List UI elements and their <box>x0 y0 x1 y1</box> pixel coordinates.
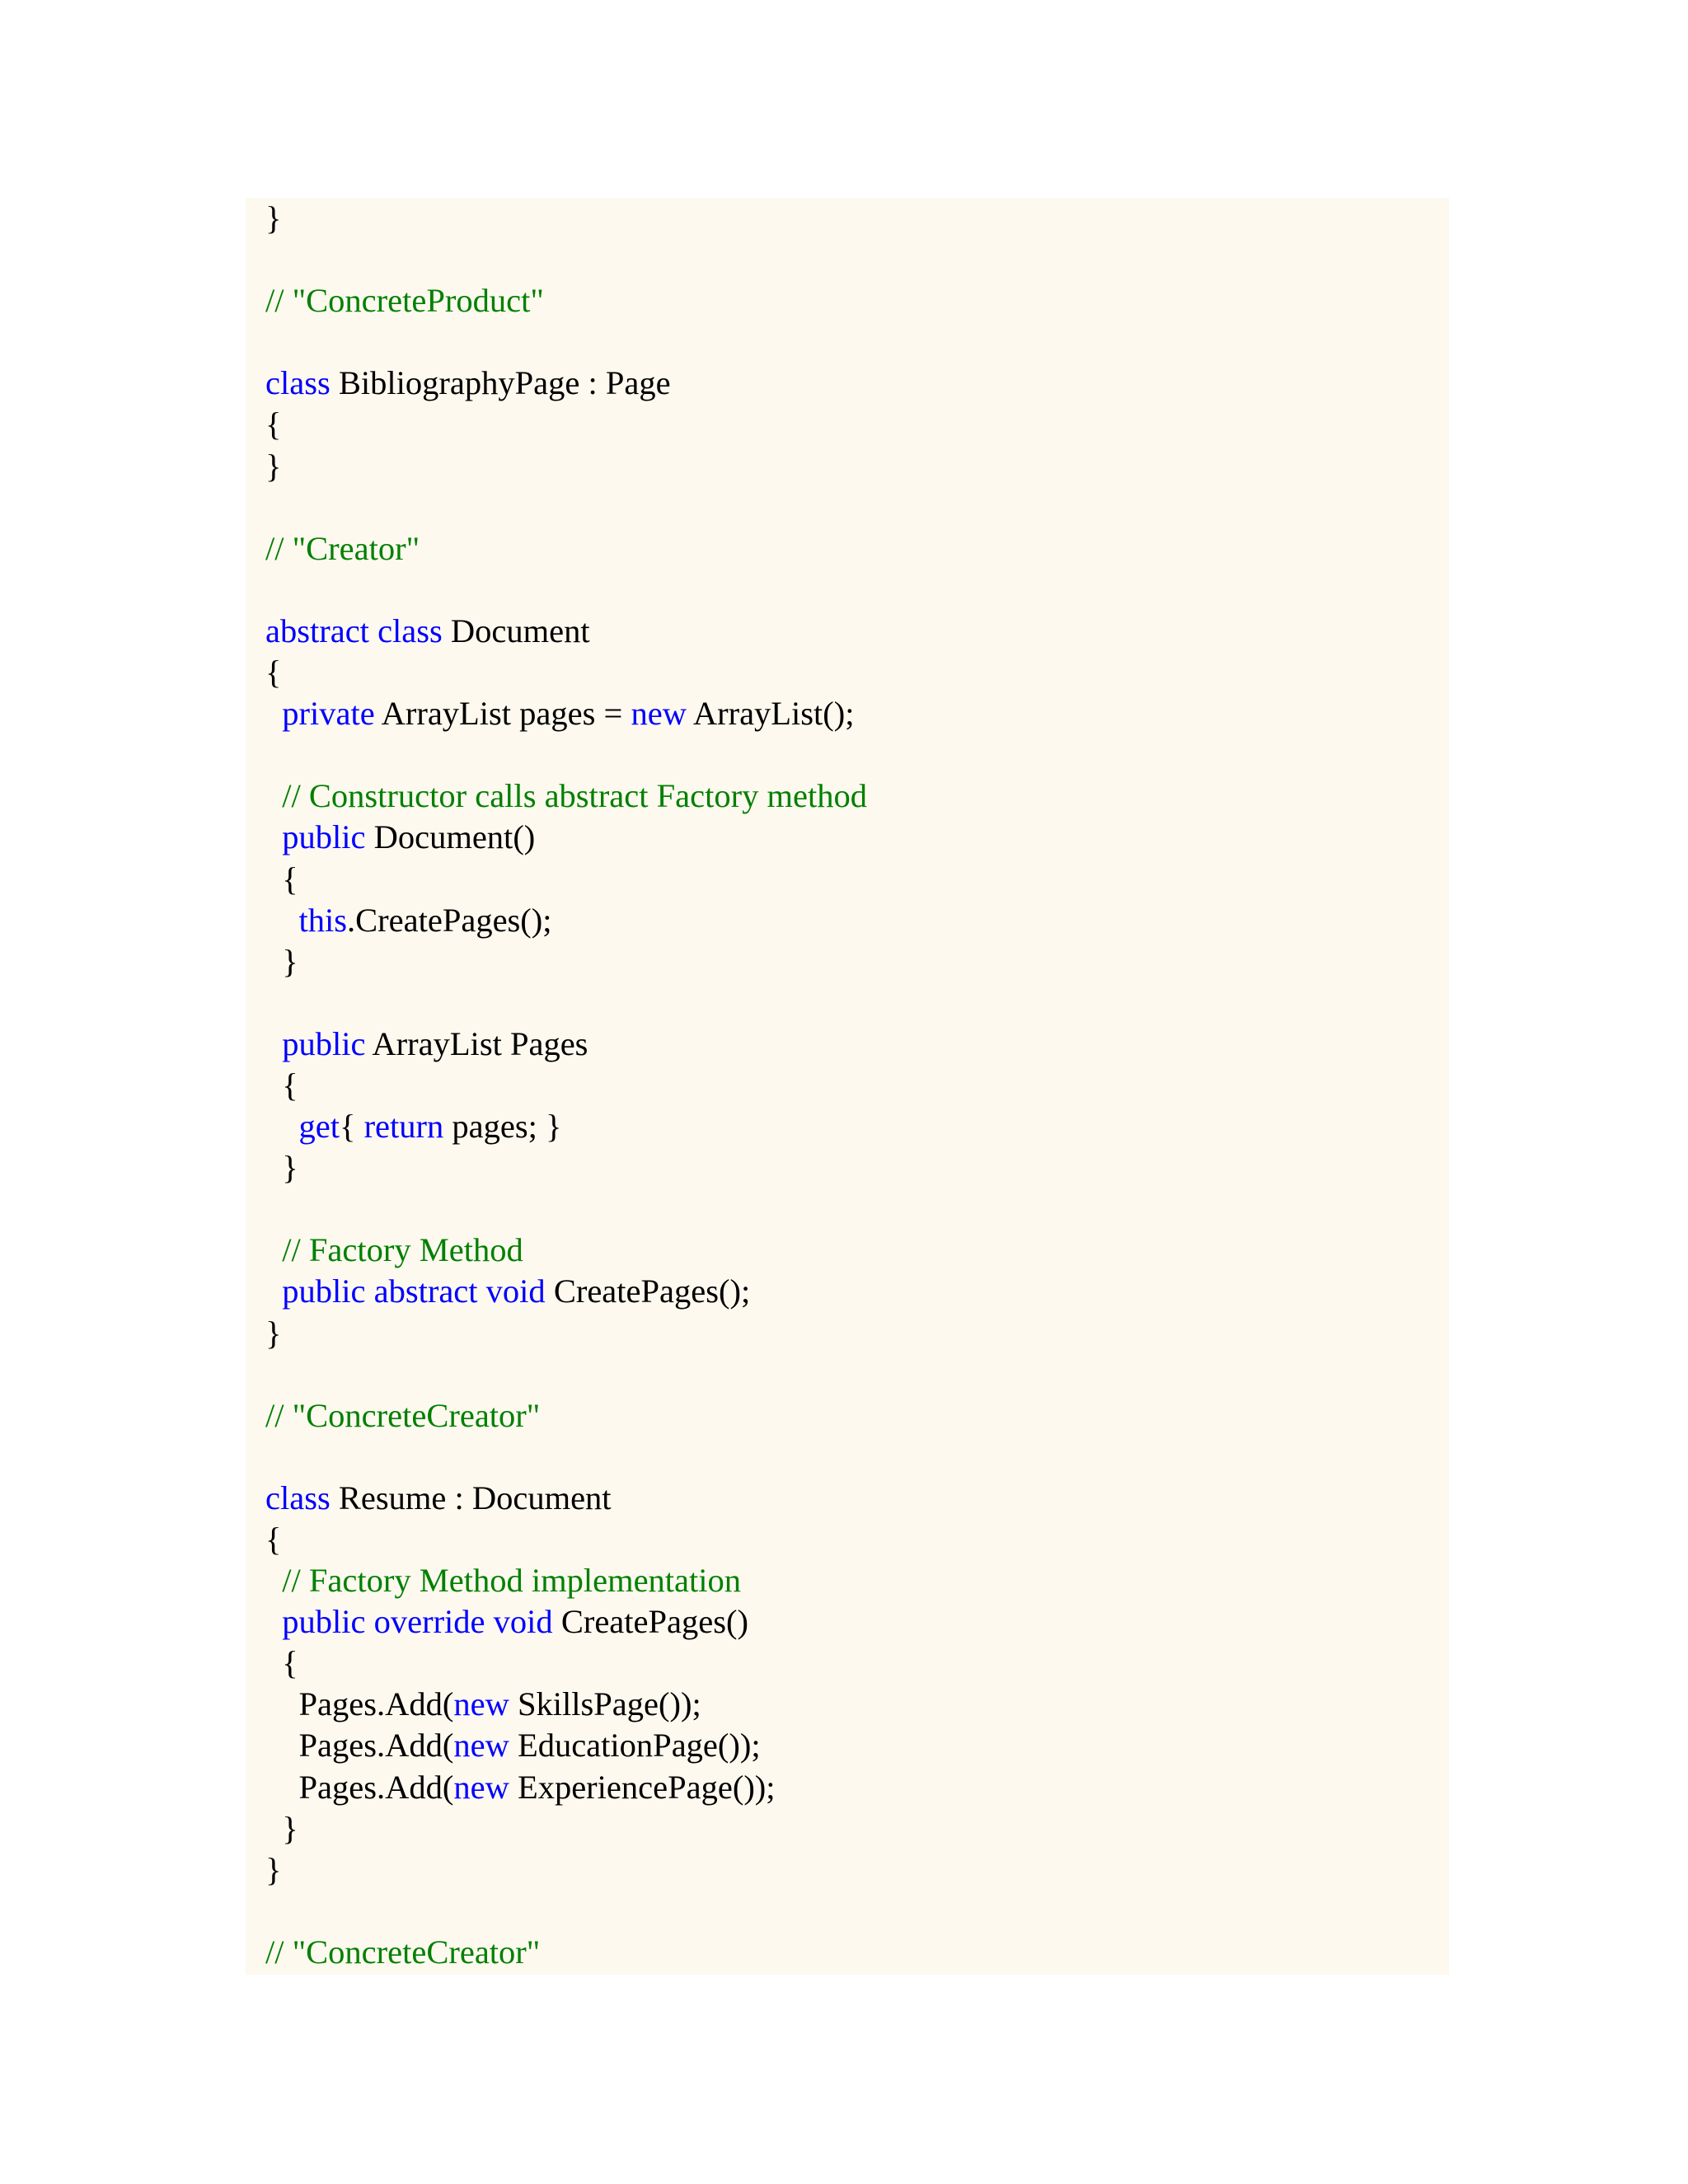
keyword-token: class <box>377 612 443 649</box>
code-line <box>265 1478 867 1519</box>
keyword-token: void <box>485 1272 546 1310</box>
comment-token: // "ConcreteProduct" <box>265 282 544 320</box>
comment-token: // Constructor calls abstract Factory method <box>282 777 867 815</box>
keyword-token: public <box>282 818 366 856</box>
keyword-token: class <box>265 364 331 402</box>
code-token: CreatePages() <box>552 1603 748 1641</box>
code-token: SkillsPage()); <box>509 1685 701 1723</box>
keyword-token: new <box>631 695 687 733</box>
code-line <box>265 404 867 445</box>
code-line <box>265 239 867 280</box>
code-token: Pages.Add( <box>265 1768 454 1806</box>
code-line <box>265 1767 867 1808</box>
code-token: Resume : Document <box>330 1479 612 1516</box>
code-line <box>265 1271 867 1312</box>
code-line <box>265 900 867 941</box>
keyword-token: new <box>453 1727 509 1765</box>
code-line <box>265 1560 867 1601</box>
code-token: } <box>265 1850 282 1888</box>
code-token: { <box>265 1644 298 1682</box>
keyword-token: class <box>265 1479 331 1516</box>
code-token: pages; } <box>443 1108 562 1146</box>
code-token: } <box>265 1809 298 1847</box>
code-line <box>265 1643 867 1684</box>
code-token: { <box>265 1066 298 1104</box>
code-token: EducationPage()); <box>509 1727 761 1765</box>
keyword-token: void <box>493 1603 553 1641</box>
comment-token: // "ConcreteCreator" <box>265 1396 541 1434</box>
code-line <box>265 1188 867 1230</box>
keyword-token: new <box>453 1768 509 1806</box>
keyword-token: abstract <box>373 1272 478 1310</box>
code-line <box>265 1684 867 1725</box>
keyword-token: public <box>282 1603 366 1641</box>
code-token: Pages.Add( <box>265 1727 454 1765</box>
keyword-token: return <box>363 1108 444 1146</box>
code-token <box>365 1601 373 1643</box>
code-line <box>265 652 867 693</box>
code-line <box>265 1065 867 1106</box>
code-line <box>265 1024 867 1065</box>
code-line <box>265 280 867 321</box>
code-line <box>265 198 867 239</box>
keyword-token: public <box>282 1024 366 1062</box>
code-token: } <box>265 1149 298 1187</box>
code-token: ArrayList(); <box>686 695 855 733</box>
code-token <box>478 1271 486 1312</box>
code-line <box>265 1354 867 1395</box>
code-token <box>265 1106 299 1147</box>
code-line <box>265 611 867 652</box>
keyword-token: new <box>453 1685 509 1723</box>
code-token <box>265 1560 282 1601</box>
code-line <box>265 817 867 858</box>
code-line <box>265 321 867 363</box>
code-token: CreatePages(); <box>545 1272 751 1310</box>
code-token <box>265 900 299 941</box>
code-token <box>265 1271 282 1312</box>
code-line <box>265 487 867 528</box>
code-line <box>265 1891 867 1932</box>
code-line <box>265 528 867 569</box>
code-token: { <box>265 405 282 443</box>
code-token: Pages.Add( <box>265 1685 454 1723</box>
comment-token: // "ConcreteCreator" <box>265 1933 541 1971</box>
code-token: { <box>265 654 282 691</box>
keyword-token: public <box>282 1272 366 1310</box>
code-line <box>265 1808 867 1849</box>
comment-token: // Factory Method implementation <box>282 1562 742 1600</box>
comment-token: // "Creator" <box>265 529 420 567</box>
code-token: ArrayList pages = <box>374 695 631 733</box>
code-token: BibliographyPage : Page <box>330 364 671 402</box>
code-line <box>265 1106 867 1147</box>
code-line <box>265 1601 867 1643</box>
code-token <box>265 776 282 817</box>
keyword-token: override <box>373 1603 485 1641</box>
code-line <box>265 941 867 982</box>
code-token <box>265 1230 282 1271</box>
code-token <box>265 1601 282 1643</box>
code-line <box>265 1725 867 1766</box>
keyword-token: this <box>298 901 348 939</box>
code-line <box>265 446 867 487</box>
code-token: { <box>265 860 298 898</box>
code-line <box>265 1313 867 1354</box>
code-token <box>369 611 377 652</box>
code-line <box>265 734 867 776</box>
code-line <box>265 1230 867 1271</box>
code-token <box>265 693 282 734</box>
code-token: ArrayList Pages <box>365 1024 588 1062</box>
code-token <box>265 817 282 858</box>
code-token: Document <box>442 612 590 649</box>
code-token: .CreatePages(); <box>347 901 552 939</box>
comment-token: // Factory Method <box>282 1231 523 1269</box>
code-token: } <box>265 199 282 237</box>
keyword-token: private <box>282 695 375 733</box>
code-line <box>265 693 867 734</box>
code-line <box>265 1932 867 1973</box>
code-token: { <box>265 1521 282 1558</box>
code-line <box>265 859 867 900</box>
code-block <box>265 198 867 1973</box>
code-line <box>265 1849 867 1891</box>
code-line <box>265 363 867 404</box>
code-token: { <box>339 1108 364 1146</box>
code-line <box>265 776 867 817</box>
code-line <box>265 1395 867 1436</box>
code-token <box>485 1601 494 1643</box>
keyword-token: get <box>298 1108 340 1146</box>
code-line <box>265 1147 867 1188</box>
code-token: ExperiencePage()); <box>509 1768 776 1806</box>
code-token: } <box>265 1314 282 1352</box>
code-line <box>265 569 867 611</box>
code-token: } <box>265 942 298 980</box>
code-token <box>265 1024 282 1065</box>
code-token <box>365 1271 373 1312</box>
code-line <box>265 1436 867 1478</box>
keyword-token: abstract <box>265 612 369 649</box>
code-token: } <box>265 447 282 485</box>
code-token: Document() <box>365 818 536 856</box>
code-line <box>265 982 867 1024</box>
code-line <box>265 1519 867 1560</box>
